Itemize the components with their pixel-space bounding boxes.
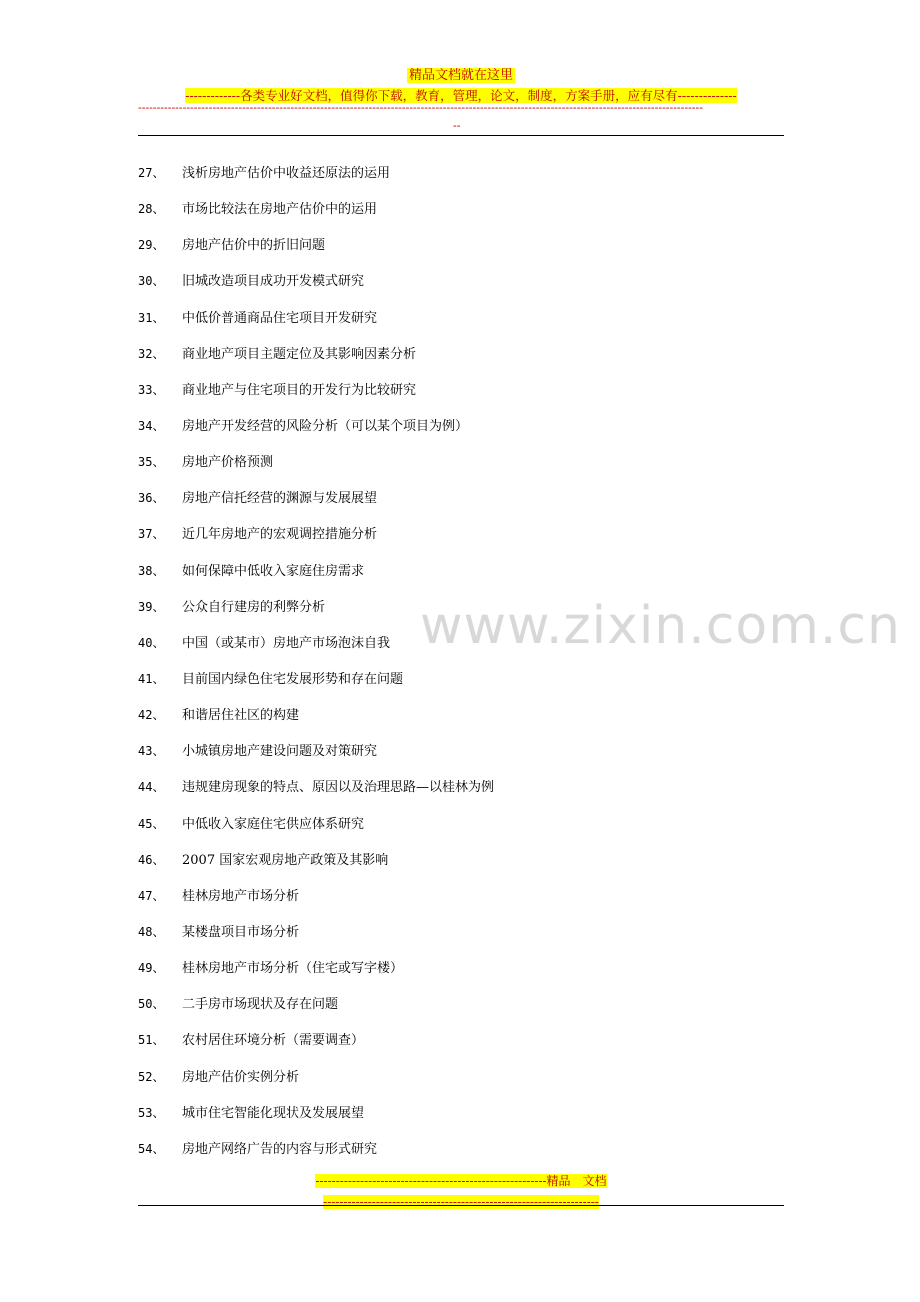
item-text: 某楼盘项目市场分析 bbox=[182, 924, 300, 940]
header-subtitle: -------------各类专业好文档，值得你下载，教育，管理，论文，制度，方案手册，应有尽有-------------- bbox=[185, 88, 737, 103]
item-number: 44、 bbox=[138, 780, 165, 795]
list-item bbox=[138, 743, 784, 779]
item-number: 35、 bbox=[138, 455, 165, 470]
list-item bbox=[138, 960, 784, 996]
item-number: 30、 bbox=[138, 274, 165, 289]
item-text: 商业地产项目主题定位及其影响因素分析 bbox=[182, 346, 417, 362]
list-item bbox=[138, 201, 784, 237]
list-item bbox=[138, 563, 784, 599]
item-text: 市场比较法在房地产估价中的运用 bbox=[182, 202, 378, 218]
item-text: 和谐居住社区的构建 bbox=[182, 708, 300, 724]
item-text: 桂林房地产市场分析（住宅或写字楼） bbox=[182, 961, 404, 977]
item-number: 42、 bbox=[138, 708, 165, 723]
item-number: 36、 bbox=[138, 491, 165, 506]
page-footer bbox=[138, 1170, 784, 1210]
watermark: www.zixin.com.cn bbox=[420, 596, 901, 656]
topic-list bbox=[138, 165, 784, 1177]
list-item bbox=[138, 599, 784, 635]
footer-row-2 bbox=[138, 1191, 784, 1210]
item-text: 商业地产与住宅项目的开发行为比较研究 bbox=[182, 382, 417, 398]
list-item bbox=[138, 888, 784, 924]
list-item bbox=[138, 346, 784, 382]
item-number: 51、 bbox=[138, 1033, 165, 1048]
list-item bbox=[138, 237, 784, 273]
item-number: 33、 bbox=[138, 382, 165, 397]
item-text: 桂林房地产市场分析 bbox=[182, 888, 300, 904]
list-item bbox=[138, 310, 784, 346]
item-text: 2007 国家宏观房地产政策及其影响 bbox=[182, 852, 389, 868]
item-number: 37、 bbox=[138, 527, 165, 542]
list-item bbox=[138, 165, 784, 201]
item-text: 小城镇房地产建设问题及对策研究 bbox=[182, 744, 378, 760]
item-text: 旧城改造项目成功开发模式研究 bbox=[182, 274, 365, 290]
list-item bbox=[138, 707, 784, 743]
item-number: 50、 bbox=[138, 997, 165, 1012]
item-text: 房地产网络广告的内容与形式研究 bbox=[182, 1141, 378, 1157]
item-number: 53、 bbox=[138, 1105, 165, 1120]
item-number: 38、 bbox=[138, 563, 165, 578]
item-number: 49、 bbox=[138, 961, 165, 976]
list-item bbox=[138, 635, 784, 671]
item-number: 29、 bbox=[138, 238, 165, 253]
item-number: 31、 bbox=[138, 310, 165, 325]
list-item bbox=[138, 1032, 784, 1068]
footer-line-1: ---------------------------------------------------------精品 文档 bbox=[315, 1174, 607, 1188]
item-number: 28、 bbox=[138, 202, 165, 217]
item-number: 39、 bbox=[138, 599, 165, 614]
item-text: 房地产价格预测 bbox=[182, 455, 274, 471]
footer-line-2: -------------------------------------------------------------------- bbox=[323, 1195, 599, 1209]
list-item bbox=[138, 924, 784, 960]
item-text: 城市住宅智能化现状及发展展望 bbox=[182, 1105, 365, 1121]
item-number: 48、 bbox=[138, 924, 165, 939]
item-text: 目前国内绿色住宅发展形势和存在问题 bbox=[182, 671, 404, 687]
item-text: 违规建房现象的特点、原因以及治理思路—以桂林为例 bbox=[182, 780, 495, 796]
item-text: 房地产估价中的折旧问题 bbox=[182, 238, 326, 254]
item-text: 中国（或某市）房地产市场泡沫自我 bbox=[182, 635, 391, 651]
header-dash-tail: -- bbox=[453, 119, 461, 132]
item-number: 27、 bbox=[138, 166, 165, 180]
list-item bbox=[138, 671, 784, 707]
list-item bbox=[138, 454, 784, 490]
item-number: 32、 bbox=[138, 346, 165, 361]
item-text: 房地产估价实例分析 bbox=[182, 1069, 300, 1085]
page-header bbox=[138, 64, 784, 104]
header-dash-line: -------------------------------------------------------------------------------------------------------------------------------------------------------- bbox=[138, 102, 703, 114]
list-item bbox=[138, 1105, 784, 1141]
list-item bbox=[138, 382, 784, 418]
header-title-row bbox=[138, 64, 784, 84]
list-item bbox=[138, 490, 784, 526]
list-item bbox=[138, 779, 784, 815]
item-text: 房地产开发经营的风险分析（可以某个项目为例） bbox=[182, 418, 469, 434]
item-text: 浅析房地产估价中收益还原法的运用 bbox=[182, 166, 391, 181]
item-text: 农村居住环境分析（需要调查） bbox=[182, 1033, 365, 1049]
footer-row-1 bbox=[138, 1170, 784, 1189]
item-number: 43、 bbox=[138, 744, 165, 759]
list-item bbox=[138, 996, 784, 1032]
item-number: 41、 bbox=[138, 671, 165, 686]
item-text: 公众自行建房的利弊分析 bbox=[182, 599, 326, 615]
item-text: 中低价普通商品住宅项目开发研究 bbox=[182, 310, 378, 326]
list-item bbox=[138, 273, 784, 309]
header-divider bbox=[138, 135, 784, 136]
item-number: 47、 bbox=[138, 888, 165, 903]
list-item bbox=[138, 526, 784, 562]
item-number: 46、 bbox=[138, 852, 165, 867]
item-number: 34、 bbox=[138, 418, 165, 433]
list-item bbox=[138, 418, 784, 454]
item-number: 45、 bbox=[138, 816, 165, 831]
item-text: 房地产信托经营的渊源与发展展望 bbox=[182, 491, 378, 507]
item-text: 近几年房地产的宏观调控措施分析 bbox=[182, 527, 378, 543]
item-number: 40、 bbox=[138, 635, 165, 650]
footer-divider bbox=[138, 1205, 784, 1206]
item-number: 52、 bbox=[138, 1069, 165, 1084]
item-text: 中低收入家庭住宅供应体系研究 bbox=[182, 816, 365, 832]
item-number: 54、 bbox=[138, 1141, 165, 1156]
list-item bbox=[138, 1069, 784, 1105]
header-title: 精品文档就在这里 bbox=[408, 68, 513, 83]
list-item bbox=[138, 852, 784, 888]
item-text: 如何保障中低收入家庭住房需求 bbox=[182, 563, 365, 579]
list-item bbox=[138, 816, 784, 852]
item-text: 二手房市场现状及存在问题 bbox=[182, 997, 339, 1013]
